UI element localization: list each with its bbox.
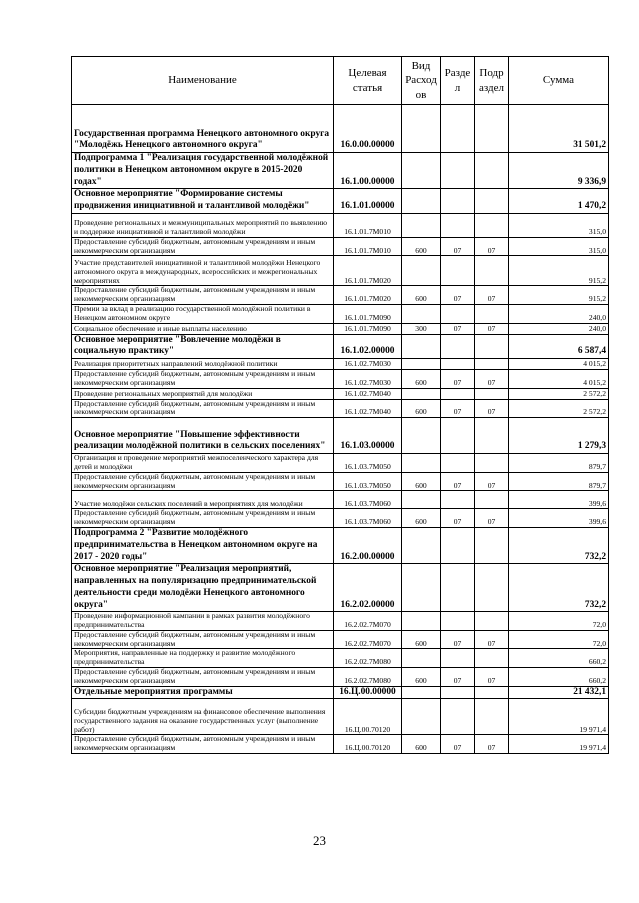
table-row [72, 334, 609, 359]
cell-sum: 1 279,3 [509, 418, 609, 454]
cell-sum: 31 501,2 [509, 105, 609, 153]
table-row [72, 213, 609, 237]
cell-name: Социальное обеспечение и иные выплаты населению [72, 323, 334, 334]
cell-razdel: 07 [441, 735, 475, 754]
cell-razdel [441, 105, 475, 153]
cell-podrazdel [475, 491, 509, 509]
cell-vid [402, 491, 441, 509]
cell-name: Государственная программа Ненецкого автономного округа "Молодёжь Ненецкого автономного округа" [72, 105, 334, 153]
cell-sum: 4 015,2 [509, 370, 609, 389]
cell-name: Предоставление субсидий бюджетным, автономным учреждениям и иным некоммерческим организациям [72, 668, 334, 687]
cell-code: 16.1.01.7М010 [334, 213, 402, 237]
cell-razdel [441, 418, 475, 454]
cell-code: 16.1.01.7М090 [334, 304, 402, 323]
cell-code: 16.2.00.00000 [334, 528, 402, 564]
cell-vid [402, 388, 441, 399]
table-row [72, 286, 609, 305]
cell-name: Проведение региональных мероприятий для молодёжи [72, 388, 334, 399]
cell-name: Предоставление субсидий бюджетным, автономным учреждениям и иным некоммерческим организациям [72, 237, 334, 256]
cell-sum: 240,0 [509, 304, 609, 323]
cell-vid [402, 105, 441, 153]
cell-code: 16.1.03.7М060 [334, 509, 402, 528]
cell-podrazdel: 07 [475, 509, 509, 528]
cell-vid: 600 [402, 668, 441, 687]
cell-podrazdel: 07 [475, 399, 509, 418]
cell-podrazdel [475, 304, 509, 323]
cell-vid: 300 [402, 323, 441, 334]
cell-vid: 600 [402, 472, 441, 491]
cell-razdel: 07 [441, 323, 475, 334]
cell-sum: 19 971,4 [509, 699, 609, 735]
cell-name: Предоставление субсидий бюджетным, автономным учреждениям и иным некоммерческим организациям [72, 472, 334, 491]
cell-code: 16.Ц.00.70120 [334, 699, 402, 735]
cell-code: 16.1.02.7М030 [334, 359, 402, 370]
table-row [72, 237, 609, 256]
cell-sum: 732,2 [509, 564, 609, 612]
cell-vid [402, 686, 441, 699]
header-name: Наименование [72, 57, 334, 105]
cell-vid [402, 418, 441, 454]
cell-name: Основное мероприятие "Формирование системы продвижения инициативной и талантливой молодёжи" [72, 189, 334, 214]
cell-razdel [441, 189, 475, 214]
cell-vid [402, 528, 441, 564]
cell-vid [402, 153, 441, 189]
cell-podrazdel [475, 454, 509, 473]
table-row [72, 418, 609, 454]
cell-podrazdel [475, 649, 509, 668]
cell-code: 16.1.01.7М010 [334, 237, 402, 256]
cell-sum: 915,2 [509, 256, 609, 286]
table-row [72, 630, 609, 649]
table-row [72, 388, 609, 399]
cell-razdel [441, 612, 475, 631]
cell-sum: 399,6 [509, 491, 609, 509]
cell-sum: 240,0 [509, 323, 609, 334]
cell-name: Проведение региональных и межмуниципальных мероприятий по выявлению и поддержке инициативной и талантливой молодёжи [72, 213, 334, 237]
cell-podrazdel [475, 528, 509, 564]
cell-razdel [441, 153, 475, 189]
cell-razdel: 07 [441, 472, 475, 491]
cell-sum: 879,7 [509, 454, 609, 473]
table-body [72, 105, 609, 754]
table-row [72, 399, 609, 418]
cell-name: Подпрограмма 2 "Развитие молодёжного предпринимательства в Ненецком автономном округе на 2017 - 2020 годы" [72, 528, 334, 564]
cell-code: 16.1.03.7М050 [334, 472, 402, 491]
cell-code: 16.2.02.7М070 [334, 612, 402, 631]
cell-sum: 72,0 [509, 630, 609, 649]
cell-razdel [441, 528, 475, 564]
cell-vid: 600 [402, 399, 441, 418]
table-row [72, 105, 609, 153]
cell-sum: 315,0 [509, 237, 609, 256]
cell-razdel [441, 564, 475, 612]
table-row [72, 612, 609, 631]
table-row [72, 454, 609, 473]
cell-podrazdel [475, 105, 509, 153]
table-row [72, 359, 609, 370]
cell-podrazdel [475, 612, 509, 631]
cell-sum: 6 587,4 [509, 334, 609, 359]
cell-name: Подпрограмма 1 "Реализация государственной молодёжной политики в Ненецком автономном округе в 2015-2020 годах" [72, 153, 334, 189]
cell-sum: 2 572,2 [509, 388, 609, 399]
table-row [72, 686, 609, 699]
cell-sum: 915,2 [509, 286, 609, 305]
cell-razdel: 07 [441, 286, 475, 305]
cell-sum: 4 015,2 [509, 359, 609, 370]
cell-name: Организация и проведение мероприятий межпоселенческого характера для детей и молодёжи [72, 454, 334, 473]
cell-razdel: 07 [441, 668, 475, 687]
cell-name: Основное мероприятие "Реализация мероприятий, направленных на популяризацию предпринимательской деятельности среди молодёжи Ненецкого автономного округа" [72, 564, 334, 612]
cell-sum: 9 336,9 [509, 153, 609, 189]
cell-podrazdel [475, 564, 509, 612]
cell-sum: 19 971,4 [509, 735, 609, 754]
cell-name: Предоставление субсидий бюджетным, автономным учреждениям и иным некоммерческим организациям [72, 735, 334, 754]
header-razdel: Разде л [441, 57, 475, 105]
cell-vid: 600 [402, 509, 441, 528]
cell-name: Основное мероприятие "Вовлечение молодёжи в социальную практику" [72, 334, 334, 359]
table-row [72, 735, 609, 754]
cell-name: Мероприятия, направленные на поддержку и развитие молодёжного предпринимательства [72, 649, 334, 668]
cell-podrazdel: 07 [475, 472, 509, 491]
cell-razdel [441, 304, 475, 323]
cell-sum: 660,2 [509, 649, 609, 668]
cell-code: 16.1.02.7М040 [334, 388, 402, 399]
cell-podrazdel: 07 [475, 323, 509, 334]
cell-razdel [441, 686, 475, 699]
cell-vid [402, 189, 441, 214]
cell-podrazdel [475, 256, 509, 286]
budget-table [71, 56, 609, 754]
table-row [72, 304, 609, 323]
cell-podrazdel [475, 359, 509, 370]
cell-vid [402, 304, 441, 323]
table-row [72, 472, 609, 491]
cell-vid: 600 [402, 370, 441, 389]
cell-podrazdel [475, 388, 509, 399]
cell-name: Предоставление субсидий бюджетным, автономным учреждениям и иным некоммерческим организациям [72, 286, 334, 305]
cell-podrazdel: 07 [475, 668, 509, 687]
cell-razdel: 07 [441, 630, 475, 649]
cell-code: 16.0.00.00000 [334, 105, 402, 153]
cell-vid [402, 359, 441, 370]
cell-razdel: 07 [441, 370, 475, 389]
cell-razdel: 07 [441, 237, 475, 256]
table-row [72, 256, 609, 286]
cell-code: 16.1.02.7М040 [334, 399, 402, 418]
cell-sum: 315,0 [509, 213, 609, 237]
cell-sum: 72,0 [509, 612, 609, 631]
cell-name: Отдельные мероприятия программы [72, 686, 334, 699]
cell-razdel: 07 [441, 399, 475, 418]
cell-podrazdel [475, 213, 509, 237]
cell-code: 16.1.03.7М050 [334, 454, 402, 473]
cell-code: 16.1.00.00000 [334, 153, 402, 189]
cell-code: 16.1.03.7М060 [334, 491, 402, 509]
cell-podrazdel [475, 418, 509, 454]
cell-podrazdel: 07 [475, 735, 509, 754]
cell-vid: 600 [402, 286, 441, 305]
table-row [72, 699, 609, 735]
cell-razdel [441, 388, 475, 399]
table-row [72, 153, 609, 189]
cell-code: 16.Ц.00.00000 [334, 686, 402, 699]
budget-table-container [71, 56, 608, 754]
cell-podrazdel [475, 699, 509, 735]
cell-sum: 21 432,1 [509, 686, 609, 699]
cell-code: 16.2.02.7М070 [334, 630, 402, 649]
header-vid: Вид Расход ов [402, 57, 441, 105]
table-row [72, 370, 609, 389]
cell-podrazdel [475, 686, 509, 699]
cell-sum: 879,7 [509, 472, 609, 491]
cell-podrazdel: 07 [475, 370, 509, 389]
cell-podrazdel: 07 [475, 286, 509, 305]
cell-code: 16.1.01.7М020 [334, 256, 402, 286]
cell-vid: 600 [402, 237, 441, 256]
cell-code: 16.1.02.00000 [334, 334, 402, 359]
cell-sum: 2 572,2 [509, 399, 609, 418]
cell-razdel [441, 491, 475, 509]
table-row [72, 491, 609, 509]
table-row [72, 564, 609, 612]
cell-podrazdel [475, 153, 509, 189]
table-row [72, 509, 609, 528]
cell-code: 16.1.02.7М030 [334, 370, 402, 389]
cell-code: 16.1.01.00000 [334, 189, 402, 214]
page-number: 23 [313, 833, 326, 848]
cell-razdel [441, 334, 475, 359]
cell-name: Основное мероприятие "Повышение эффективности реализации молодёжной политики в сельских поселениях" [72, 418, 334, 454]
cell-name: Участие молодёжи сельских поселений в мероприятиях для молодёжи [72, 491, 334, 509]
cell-vid [402, 334, 441, 359]
cell-code: 16.1.01.7М020 [334, 286, 402, 305]
cell-name: Субсидии бюджетным учреждениям на финансовое обеспечение выполнения государственного задания на оказание государственных услуг (выполнение работ) [72, 699, 334, 735]
cell-name: Проведение информационной кампании в рамках развития молодёжного предпринимательства [72, 612, 334, 631]
cell-podrazdel [475, 334, 509, 359]
cell-name: Реализация приоритетных направлений молодёжной политики [72, 359, 334, 370]
cell-name: Премии за вклад в реализацию государственной молодёжной политики в Ненецком автономном округе [72, 304, 334, 323]
cell-name: Предоставление субсидий бюджетным, автономным учреждениям и иным некоммерческим организациям [72, 509, 334, 528]
cell-podrazdel: 07 [475, 630, 509, 649]
cell-code: 16.Ц.00.70120 [334, 735, 402, 754]
cell-name: Участие представителей инициативной и талантливой молодёжи Ненецкого автономного округа в международных, всероссийских и межрегиональных мероприятиях [72, 256, 334, 286]
cell-sum: 732,2 [509, 528, 609, 564]
table-row [72, 189, 609, 214]
cell-vid [402, 612, 441, 631]
cell-name: Предоставление субсидий бюджетным, автономным учреждениям и иным некоммерческим организациям [72, 399, 334, 418]
table-row [72, 528, 609, 564]
cell-razdel [441, 454, 475, 473]
cell-code: 16.2.02.00000 [334, 564, 402, 612]
cell-name: Предоставление субсидий бюджетным, автономным учреждениям и иным некоммерческим организациям [72, 370, 334, 389]
cell-sum: 660,2 [509, 668, 609, 687]
cell-razdel [441, 649, 475, 668]
cell-sum: 1 470,2 [509, 189, 609, 214]
cell-code: 16.1.01.7М090 [334, 323, 402, 334]
cell-code: 16.1.03.00000 [334, 418, 402, 454]
cell-code: 16.2.02.7М080 [334, 649, 402, 668]
cell-vid [402, 564, 441, 612]
cell-razdel: 07 [441, 509, 475, 528]
header-code: Целевая статья [334, 57, 402, 105]
cell-vid: 600 [402, 735, 441, 754]
cell-vid [402, 213, 441, 237]
cell-vid [402, 454, 441, 473]
table-header-row [72, 57, 609, 105]
cell-sum: 399,6 [509, 509, 609, 528]
cell-vid [402, 699, 441, 735]
cell-razdel [441, 699, 475, 735]
table-row [72, 323, 609, 334]
cell-vid [402, 256, 441, 286]
cell-podrazdel [475, 189, 509, 214]
cell-razdel [441, 256, 475, 286]
table-row [72, 668, 609, 687]
header-podrazdel: Подр аздел [475, 57, 509, 105]
header-sum: Сумма [509, 57, 609, 105]
cell-vid [402, 649, 441, 668]
cell-podrazdel: 07 [475, 237, 509, 256]
cell-code: 16.2.02.7М080 [334, 668, 402, 687]
cell-razdel [441, 213, 475, 237]
cell-razdel [441, 359, 475, 370]
table-row [72, 649, 609, 668]
cell-name: Предоставление субсидий бюджетным, автономным учреждениям и иным некоммерческим организациям [72, 630, 334, 649]
cell-vid: 600 [402, 630, 441, 649]
